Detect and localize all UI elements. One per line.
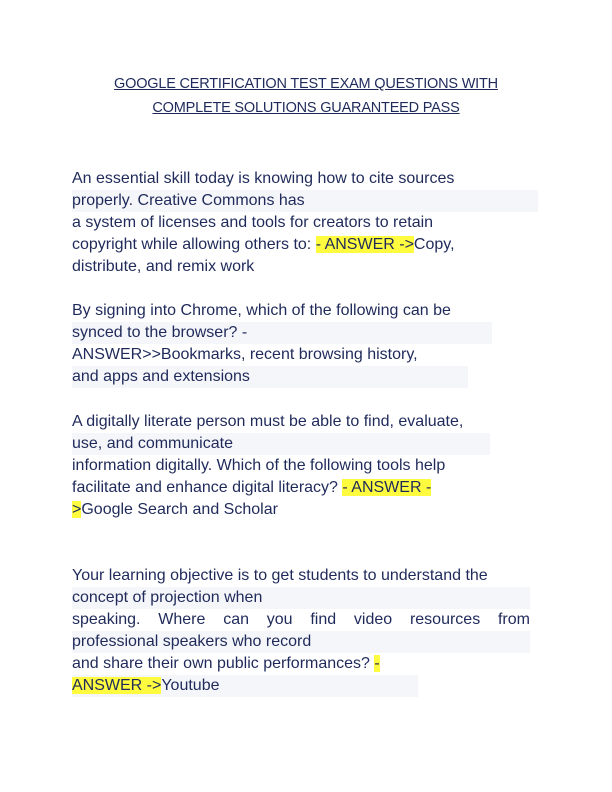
document-title [60,72,552,120]
q3-answer-marker: - ANSWER - [342,479,432,496]
q4-line-1: Your learning objective is to get students to understand the [72,567,488,584]
q4-word: resources [409,611,481,628]
q4-word: speaking. [72,611,141,628]
q4-question-end: and share their own public performances? [72,655,375,672]
q4-word: Where [158,611,206,628]
q1-line-1: An essential skill today is knowing how to cite sources [72,170,455,187]
q4-line-6 [72,675,418,697]
q4-word: can [223,611,249,628]
q4-line-2: concept of projection when [72,587,530,609]
q4-answer-marker: - [374,655,380,672]
q1-line-4 [72,234,455,256]
q4-word: video [353,611,393,628]
title-line-2: COMPLETE SOLUTIONS GUARANTEED PASS [152,100,460,116]
q3-line-1: A digitally literate person must be able to find, evaluate, [72,413,464,430]
q2-line-1: By signing into Chrome, which of the following can be [72,302,451,319]
q1-answer-end: distribute, and remix work [72,258,255,275]
q3-answer: Google Search and Scholar [81,501,278,518]
q3-question-end: facilitate and enhance digital literacy? [72,479,343,496]
title-line-1: GOOGLE CERTIFICATION TEST EXAM QUESTIONS WITH [114,76,498,92]
q4-word: from [497,611,530,628]
q4-line-5 [72,653,380,675]
q1-line-2: properly. Creative Commons has [72,190,538,212]
q4-answer: Youtube [161,677,220,694]
q4-word: find [310,611,337,628]
q4-line-4: professional speakers who record [72,631,530,653]
q1-answer-marker: - ANSWER -> [315,236,414,253]
q3-line-3: information digitally. Which of the following tools help [72,457,446,474]
q2-answer-line-1: ANSWER>>Bookmarks, recent browsing history, [72,346,418,363]
q1-question-end: copyright while allowing others to: [72,236,316,253]
q3-answer-marker-end: > [72,501,82,518]
q3-line-5 [72,499,278,521]
q2-answer-line-2: and apps and extensions [72,366,468,388]
q3-line-2: use, and communicate [72,433,490,455]
q4-word: you [266,611,293,628]
q4-line-3 [72,609,530,631]
q4-answer-marker-end: ANSWER -> [72,677,162,694]
q3-line-4 [72,477,431,499]
q1-line-3: a system of licenses and tools for creators to retain [72,214,434,231]
q1-answer-start: Copy, [413,236,455,253]
q2-line-2: synced to the browser? - [72,322,492,344]
